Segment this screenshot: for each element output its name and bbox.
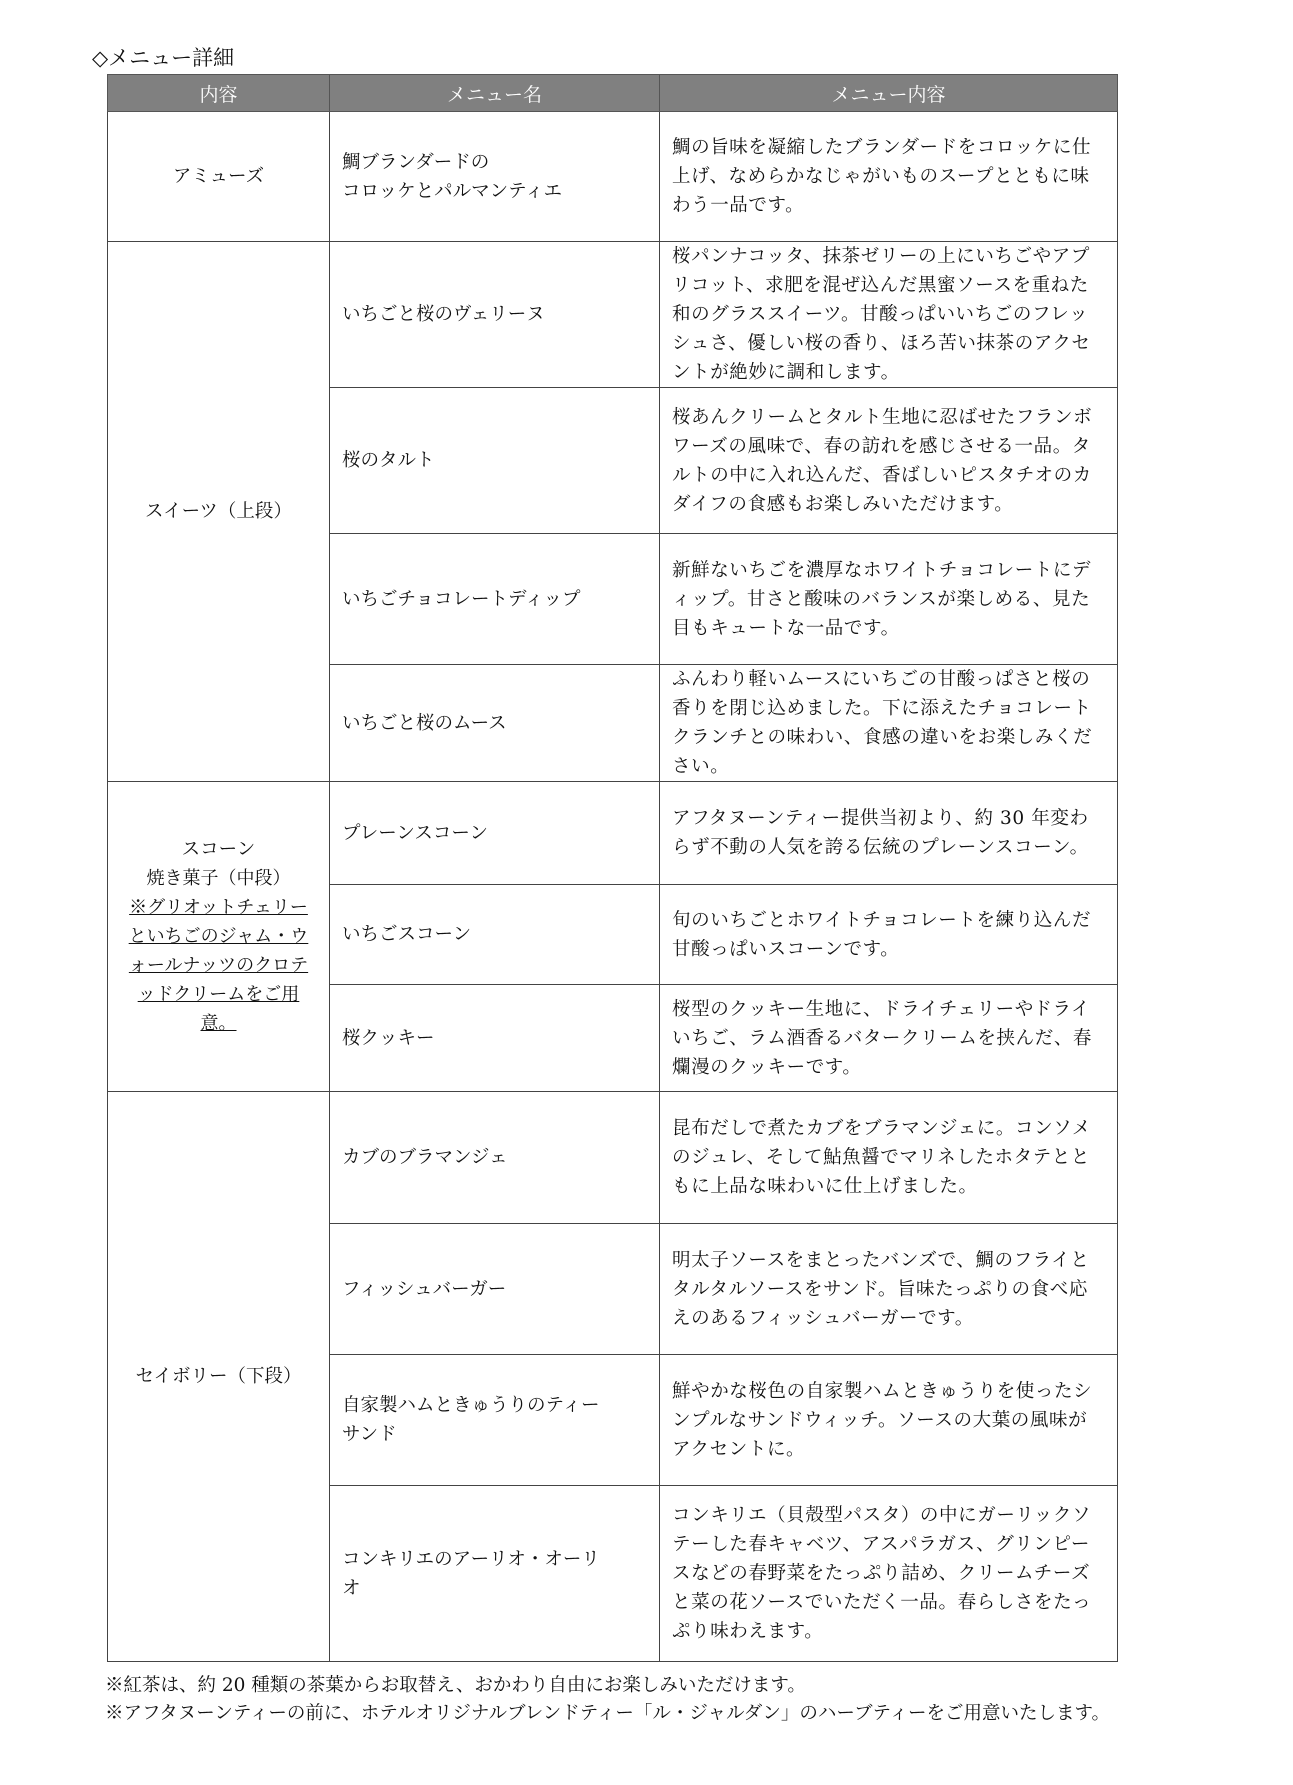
- header-menu-content: メニュー内容: [660, 75, 1118, 112]
- category-scone-note: 意。: [200, 1013, 237, 1034]
- menu-name: フィッシュバーガー: [330, 1224, 660, 1355]
- menu-name: いちごと桜のムース: [330, 665, 660, 782]
- menu-name: [330, 1355, 660, 1486]
- menu-name-line: 自家製ハムときゅうりのティー: [342, 1395, 600, 1416]
- header-menu-name: メニュー名: [330, 75, 660, 112]
- table-header-row: [108, 75, 1118, 112]
- header-category: 内容: [108, 75, 330, 112]
- menu-name: いちごチョコレートディップ: [330, 534, 660, 665]
- menu-description: 昆布だしで煮たカブをブラマンジェに。コンソメのジュレ、そして鮎魚醤でマリネしたホタテとともに上品な味わいに仕上げました。: [660, 1092, 1118, 1224]
- menu-detail-table: [107, 74, 1118, 1662]
- menu-name: カブのブラマンジェ: [330, 1092, 660, 1224]
- menu-name: いちごスコーン: [330, 885, 660, 985]
- menu-description: 明太子ソースをまとったバンズで、鯛のフライとタルタルソースをサンド。旨味たっぷりの食べ応えのあるフィッシュバーガーです。: [660, 1224, 1118, 1355]
- table-row: [108, 782, 1118, 885]
- category-scone-note: ッドクリームをご用: [137, 984, 300, 1005]
- menu-description: ふんわり軽いムースにいちごの甘酸っぱさと桜の香りを閉じ込めました。下に添えたチョコレートクランチとの味わい、食感の違いをお楽しみください。: [660, 665, 1118, 782]
- category-savory: セイボリー（下段）: [108, 1092, 330, 1662]
- menu-description: 新鮮ないちごを濃厚なホワイトチョコレートにディップ。甘さと酸味のバランスが楽しめる、見た目もキュートな一品です。: [660, 534, 1118, 665]
- footnote-herbal-tea: ※アフタヌーンティーの前に、ホテルオリジナルブレンドティー「ル・ジャルダン」のハーブティーをご用意いたします。: [105, 1703, 1111, 1724]
- menu-name: プレーンスコーン: [330, 782, 660, 885]
- menu-name: 桜のタルト: [330, 388, 660, 534]
- menu-description: コンキリエ（貝殻型パスタ）の中にガーリックソテーした春キャベツ、アスパラガス、グリンピースなどの春野菜をたっぷり詰め、クリームチーズと菜の花ソースでいただく一品。春らしさをたっぷり味わえます。: [660, 1486, 1118, 1662]
- category-scone-note: ォールナッツのクロテ: [128, 955, 309, 976]
- category-scone: [108, 782, 330, 1092]
- category-scone-subtitle: 焼き菓子（中段）: [146, 868, 291, 889]
- menu-description: 桜パンナコッタ、抹茶ゼリーの上にいちごやアプリコット、求肥を混ぜ込んだ黒蜜ソースを重ねた和のグラススイーツ。甘酸っぱいいちごのフレッシュさ、優しい桜の香り、ほろ苦い抹茶のアクセントが絶妙に調和します。: [660, 242, 1118, 388]
- menu-name: いちごと桜のヴェリーヌ: [330, 242, 660, 388]
- footnotes: [105, 1672, 1285, 1728]
- category-sweets: スイーツ（上段）: [108, 242, 330, 782]
- menu-name-line: コロッケとパルマンティエ: [342, 180, 563, 202]
- menu-description: アフタヌーンティー提供当初より、約 30 年変わらず不動の人気を誇る伝統のプレーンスコーン。: [660, 782, 1118, 885]
- menu-description: 桜あんクリームとタルト生地に忍ばせたフランボワーズの風味で、春の訪れを感じさせる一品。タルトの中に入れ込んだ、香ばしいピスタチオのカダイフの食感もお楽しみいただけます。: [660, 388, 1118, 534]
- menu-name: 桜クッキー: [330, 985, 660, 1092]
- menu-name-line: サンド: [342, 1424, 397, 1445]
- table-row: [108, 112, 1118, 242]
- menu-description: 鯛の旨味を凝縮したブランダードをコロッケに仕上げ、なめらかなじゃがいものスープとともに味わう一品です。: [660, 112, 1118, 242]
- menu-name-line: 鯛ブランダードの: [342, 151, 490, 173]
- page-heading: ◇メニュー詳細: [92, 46, 235, 70]
- menu-name: [330, 1486, 660, 1662]
- category-scone-note: ※グリオットチェリー: [129, 897, 308, 918]
- menu-description: 鮮やかな桜色の自家製ハムときゅうりを使ったシンプルなサンドウィッチ。ソースの大葉の風味がアクセントに。: [660, 1355, 1118, 1486]
- menu-name-line: オ: [342, 1577, 361, 1599]
- menu-description: 桜型のクッキー生地に、ドライチェリーやドライいちご、ラム酒香るバタークリームを挟んだ、春爛漫のクッキーです。: [660, 985, 1118, 1092]
- category-scone-note: といちごのジャム・ウ: [128, 926, 309, 947]
- menu-name: [330, 112, 660, 242]
- table-row: [108, 242, 1118, 388]
- category-amuse: アミューズ: [108, 112, 330, 242]
- footnote-tea: ※紅茶は、約 20 種類の茶葉からお取替え、おかわり自由にお楽しみいただけます。: [105, 1675, 806, 1696]
- category-scone-title: スコーン: [181, 839, 256, 860]
- menu-name-line: コンキリエのアーリオ・オーリ: [342, 1548, 600, 1570]
- table-row: [108, 1092, 1118, 1224]
- menu-description: 旬のいちごとホワイトチョコレートを練り込んだ甘酸っぱいスコーンです。: [660, 885, 1118, 985]
